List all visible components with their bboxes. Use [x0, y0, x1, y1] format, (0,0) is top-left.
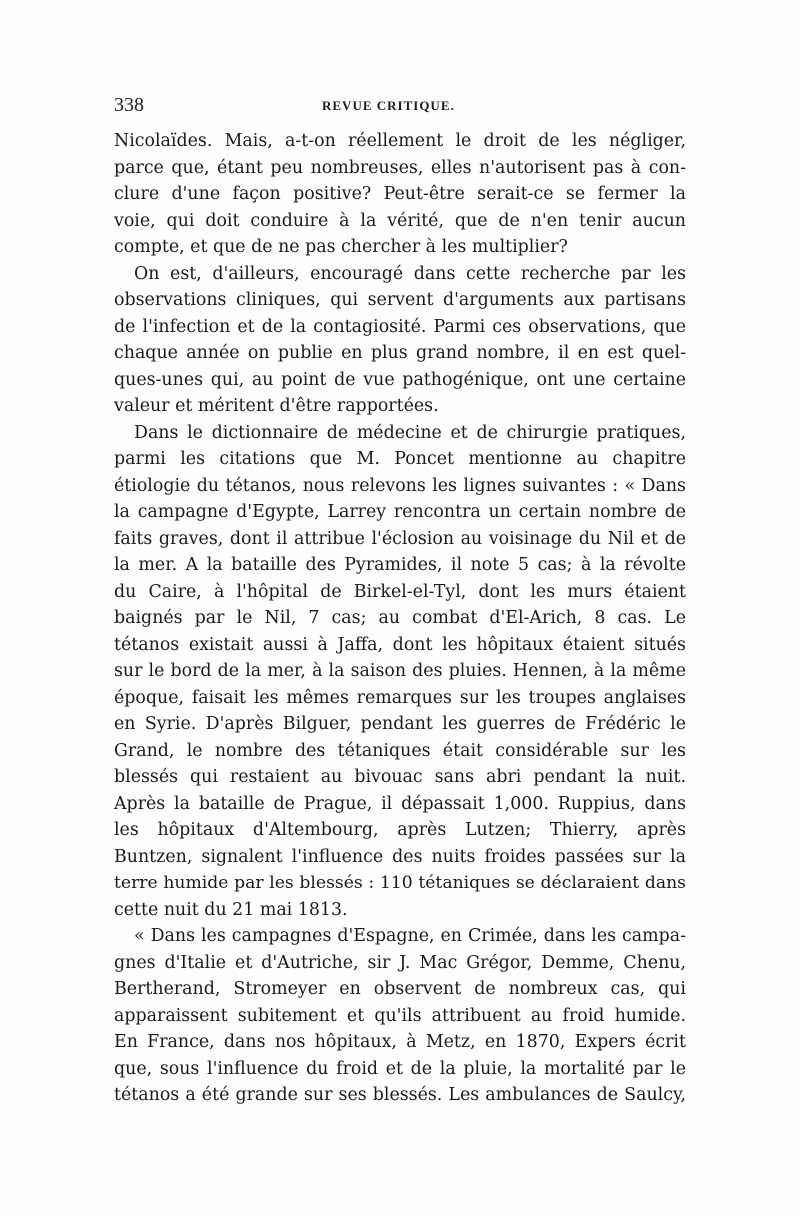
- text-line: époque, faisait les mêmes remarques sur les troupes anglaises: [114, 687, 686, 708]
- page-header: [114, 92, 686, 122]
- text-line: Dans le dictionnaire de médecine et de chirurgie pratiques,: [134, 422, 686, 443]
- text-line: de l'infection et de la contagiosité. Parmi ces observations, que: [114, 316, 686, 337]
- body-text: [114, 128, 686, 1109]
- text-line: en Syrie. D'après Bilguer, pendant les guerres de Frédéric le: [114, 714, 686, 734]
- text-line: En France, dans nos hôpitaux, à Metz, en 1870, Expers écrit: [114, 1032, 686, 1052]
- text-line: Grand, le nombre des tétaniques était considérable sur les: [114, 740, 686, 761]
- text-line: tétanos existait aussi à Jaffa, dont les hôpitaux étaient situés: [114, 634, 686, 655]
- text-line: apparaissent subitement et qu'ils attribuent au froid humide.: [114, 1005, 686, 1026]
- text-line: terre humide par les blessés : 110 tétaniques se déclaraient dans: [114, 873, 686, 893]
- text-line: observations cliniques, qui servent d'arguments aux partisans: [114, 290, 686, 310]
- page-number: 338: [114, 94, 144, 116]
- text-line: la mer. A la bataille des Pyramides, il note 5 cas; à la révolte: [114, 555, 686, 575]
- text-line: On est, d'ailleurs, encouragé dans cette recherche par les: [134, 263, 686, 284]
- text-line: Nicolaïdes. Mais, a-t-on réellement le droit de les négliger,: [114, 131, 686, 151]
- text-line: les hôpitaux d'Altembourg, après Lutzen; Thierry, après: [114, 820, 686, 840]
- text-line: blessés qui restaient au bivouac sans abri pendant la nuit.: [114, 767, 686, 787]
- text-line: Après la bataille de Prague, il dépassait 1,000. Ruppius, dans: [114, 793, 686, 814]
- text-line: valeur et méritent d'être rapportées.: [114, 396, 439, 416]
- text-line: parce que, étant peu nombreuses, elles n'autorisent pas à con-: [114, 157, 686, 178]
- text-line: que, sous l'influence du froid et de la pluie, la mortalité par le: [114, 1058, 686, 1079]
- text-line: la campagne d'Egypte, Larrey rencontra un certain nombre de: [114, 502, 686, 522]
- text-line: sur le bord de la mer, à la saison des pluies. Hennen, à la même: [114, 661, 686, 681]
- text-line: du Caire, à l'hôpital de Birkel-el-Tyl, dont les murs étaient: [114, 581, 686, 602]
- text-line: compte, et que de ne pas chercher à les multiplier?: [114, 237, 568, 257]
- text-line: parmi les citations que M. Poncet mentionne au chapitre: [114, 449, 686, 469]
- text-line: ques-unes qui, au point de vue pathogénique, ont une certaine: [114, 369, 686, 390]
- text-line: cette nuit du 21 mai 1813.: [114, 899, 348, 920]
- text-line: tétanos a été grande sur ses blessés. Les ambulances de Saulcy,: [114, 1085, 686, 1105]
- text-line: Bertherand, Stromeyer en observent de nombreux cas, qui: [114, 979, 686, 999]
- text-line: faits graves, dont il attribue l'éclosion au voisinage du Nil et de: [114, 528, 686, 549]
- text-line: étiologie du tétanos, nous relevons les lignes suivantes : « Dans: [114, 475, 686, 496]
- text-line: voie, qui doit conduire à la vérité, que de n'en tenir aucun: [114, 210, 686, 231]
- text-line: chaque année on publie en plus grand nombre, il en est quel-: [114, 343, 686, 363]
- text-line: Buntzen, signalent l'influence des nuits froides passées sur la: [114, 846, 686, 867]
- text-line: clure d'une façon positive? Peut-être serait-ce se fermer la: [114, 184, 686, 204]
- text-line: « Dans les campagnes d'Espagne, en Crimée, dans les campa-: [134, 926, 686, 946]
- text-line: baignés par le Nil, 7 cas; au combat d'El-Arich, 8 cas. Le: [114, 608, 686, 628]
- running-title: REVUE CRITIQUE.: [322, 98, 455, 113]
- text-line: gnes d'Italie et d'Autriche, sir J. Mac Grégor, Demme, Chenu,: [114, 952, 686, 973]
